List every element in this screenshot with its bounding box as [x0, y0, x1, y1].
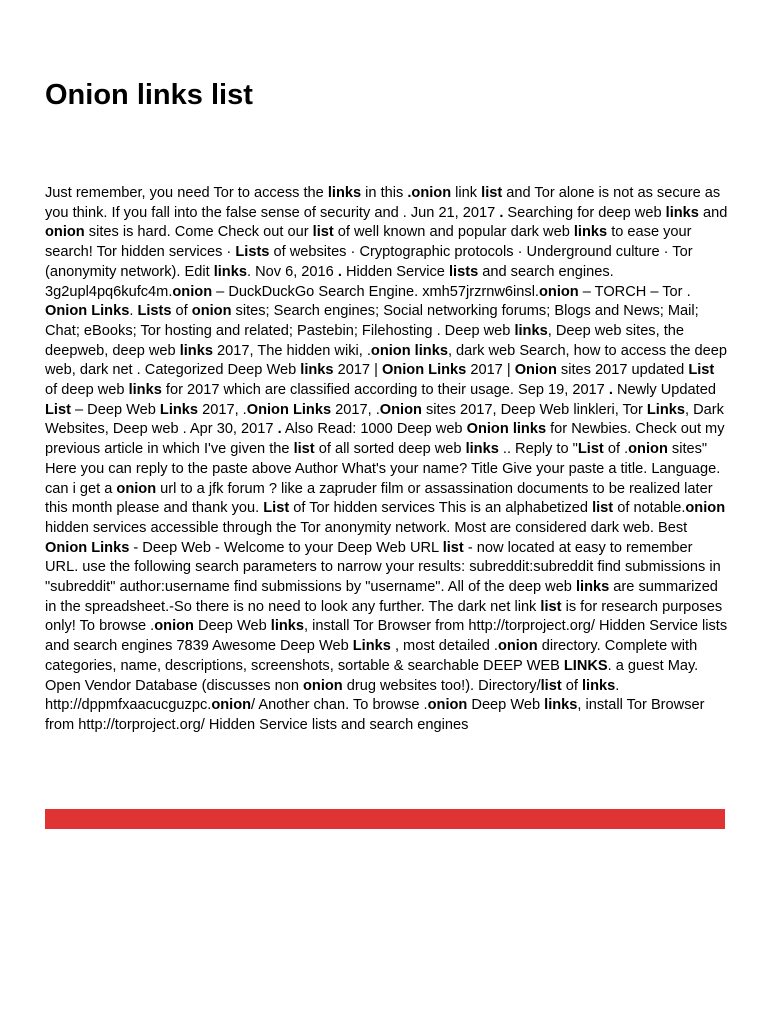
bold-term: List [688, 362, 715, 379]
bold-term: Onion [514, 362, 557, 379]
text-run: - Deep Web - Welcome to your Deep Web URL [129, 539, 443, 556]
bold-term: onion [191, 303, 232, 320]
text-run: of Tor hidden services This is an alphabetized [289, 500, 593, 517]
text-run: for 2017 which are classified according to their usage. Sep 19, 2017 [161, 382, 609, 399]
bold-term: links [581, 677, 616, 694]
bold-term: links [514, 322, 548, 339]
bold-term: . [499, 204, 504, 221]
bold-term: List [45, 401, 71, 418]
page-title: Onion links list [45, 79, 253, 111]
bold-term: .onion [407, 185, 452, 201]
bold-term: LINKS [563, 657, 608, 674]
bold-term: links [179, 342, 213, 359]
text-run: of well known and popular dark web [333, 224, 574, 241]
text-run: – DuckDuckGo Search Engine. xmh57jrzrnw6insl. [212, 283, 539, 300]
body-paragraph [45, 184, 728, 736]
text-run: .. Reply to " [498, 441, 578, 458]
text-run: – TORCH – Tor . [578, 283, 691, 300]
bold-term: links [573, 224, 608, 241]
text-run: Newly Updated [612, 382, 716, 399]
bold-term: links [270, 618, 305, 635]
bold-term: onion [539, 283, 579, 300]
bold-term: Onion Links [381, 362, 467, 379]
bold-term: list [540, 677, 562, 694]
text-run: is for research purposes only! To browse . [45, 598, 723, 635]
text-run: of websites · Cryptographic protocols · Underground culture · Tor (anonymity network). Edit [45, 244, 693, 280]
text-run: of notable. [613, 500, 686, 517]
bold-term: onion [628, 441, 668, 458]
bold-term: onion [427, 697, 468, 714]
text-run: of . [603, 441, 629, 458]
text-run: / Another chan. To browse . [251, 697, 428, 714]
bold-term: links [575, 579, 610, 596]
bold-term: Onion Links [45, 303, 130, 320]
text-run: Hidden Service [341, 263, 449, 280]
bold-term: onion [172, 283, 213, 300]
bold-term: List [263, 500, 290, 517]
bold-term: links [465, 441, 499, 458]
bold-term: onion [497, 638, 538, 655]
bold-term: . [608, 382, 613, 399]
bold-term: lists [448, 263, 479, 280]
bold-term: List [577, 441, 604, 458]
bold-term: Lists [137, 303, 172, 320]
text-run: , Dark Websites, Deep web . Apr 30, 2017 [45, 401, 724, 438]
text-run: Deep Web [467, 697, 545, 714]
bold-term: Links [159, 401, 199, 418]
text-run: . a guest May. Open Vendor Database (discusses non [45, 657, 699, 694]
text-run: 2017, The hidden wiki, . [212, 342, 371, 359]
bold-term: list [312, 224, 334, 241]
text-run: , Deep web sites, the deepweb, deep web [45, 322, 685, 359]
text-run: . http://dppmfxaacucguzpc. [45, 677, 620, 714]
text-run: sites 2017 updated [556, 362, 689, 379]
bold-term: list [540, 598, 562, 615]
text-run: , most detailed . [390, 638, 498, 655]
text-run: url to a jfk forum ? like a zapruder film or assassination documents to be realized later this month please and thank you. [45, 480, 713, 517]
footer-accent-bar [45, 809, 725, 829]
text-run: 2017 | [466, 362, 515, 379]
text-run: and search engines. 3g2upl4pq6kufc4m. [45, 263, 614, 300]
bold-term: Onion [379, 401, 422, 418]
bold-term: Links [646, 401, 685, 418]
bold-term: links [665, 204, 699, 221]
bold-term: Onion Links [246, 401, 332, 418]
bold-term: Onion Links [45, 539, 130, 556]
text-run: , dark web Search, how to access the deep web, dark net . Categorized Deep Web [45, 342, 728, 379]
text-run: – Deep Web [70, 401, 160, 418]
text-run: sites" Here you can reply to the paste above Author What's your name? Title Give your paste a title. Language. can i get a [45, 441, 721, 497]
bold-term: links [544, 697, 578, 714]
bold-term: Links [352, 638, 391, 655]
text-run: link [451, 185, 482, 201]
text-run: and Tor alone is not as secure as you think. If you fall into the false sense of security and . Jun 21, 2017 [45, 185, 721, 221]
text-run: - now located at easy to remember URL. use the following search parameters to narrow your results: subreddit:subreddit find submissions in "subreddit" author:username find submissions by "username". All of the deep web [45, 539, 721, 596]
bold-term: onion [685, 500, 726, 517]
text-run: 2017 | [333, 362, 382, 379]
text-run: of [171, 303, 192, 320]
bold-term: list [293, 441, 315, 458]
text-run: of deep web [45, 382, 129, 399]
text-run: sites 2017, Deep Web linkleri, Tor [421, 401, 647, 418]
bold-term: onion [45, 224, 85, 241]
text-run: of [561, 677, 582, 694]
text-run: for Newbies. Check out my previous article in which I've given the [45, 421, 725, 458]
bold-term: onion links [370, 342, 448, 359]
text-run: drug websites too!). Directory/ [342, 677, 541, 694]
bold-term: onion [154, 618, 194, 635]
bold-term: . [337, 263, 342, 280]
text-run: directory. Complete with categories, name, descriptions, screenshots, sortable & searchable DEEP WEB [45, 638, 698, 674]
bold-term: Onion links [466, 421, 547, 438]
text-run: Searching for deep web [503, 204, 666, 221]
text-run: to ease your search! Tor hidden services · [45, 224, 692, 261]
text-run: Just remember, you need Tor to access the [45, 185, 328, 201]
bold-term: links [327, 185, 362, 201]
bold-term: . [277, 421, 282, 438]
text-run: , install Tor Browser from http://torproject.org/ Hidden Service lists and search engines [45, 697, 705, 733]
text-run: 2017, . [331, 401, 380, 418]
text-run: Also Read: 1000 Deep web [281, 421, 467, 438]
bold-term: list [592, 500, 614, 517]
text-run: . [129, 303, 138, 320]
bold-term: onion [211, 697, 252, 714]
bold-term: Lists [235, 244, 270, 261]
bold-term: links [300, 362, 334, 379]
bold-term: links [128, 382, 162, 399]
bold-term: onion [116, 480, 157, 497]
text-run: Deep Web [193, 618, 271, 635]
bold-term: list [481, 185, 503, 201]
text-run: in this [361, 185, 408, 201]
text-run: . Nov 6, 2016 [246, 263, 338, 280]
bold-term: list [442, 539, 464, 556]
text-run: sites is hard. Come Check out our [84, 224, 313, 241]
text-run: of all sorted deep web [314, 441, 466, 458]
text-run: and [698, 204, 728, 221]
text-run: sites; Search engines; Social networking forums; Blogs and News; Mail; Chat; eBooks; Tor hosting and related; Pastebin; Filehosting . Deep web [45, 303, 699, 339]
bold-term: onion [302, 677, 343, 694]
text-run: are summarized in the spreadsheet.-So there is no need to look any further. The dark net link [45, 579, 718, 615]
text-run: hidden services accessible through the Tor anonymity network. Most are considered dark web. Best [45, 519, 688, 536]
text-run: , install Tor Browser from http://torproject.org/ Hidden Service lists and search engines 7839 Awesome Deep Web [45, 618, 728, 655]
text-run: 2017, . [198, 401, 247, 418]
bold-term: links [213, 263, 247, 280]
